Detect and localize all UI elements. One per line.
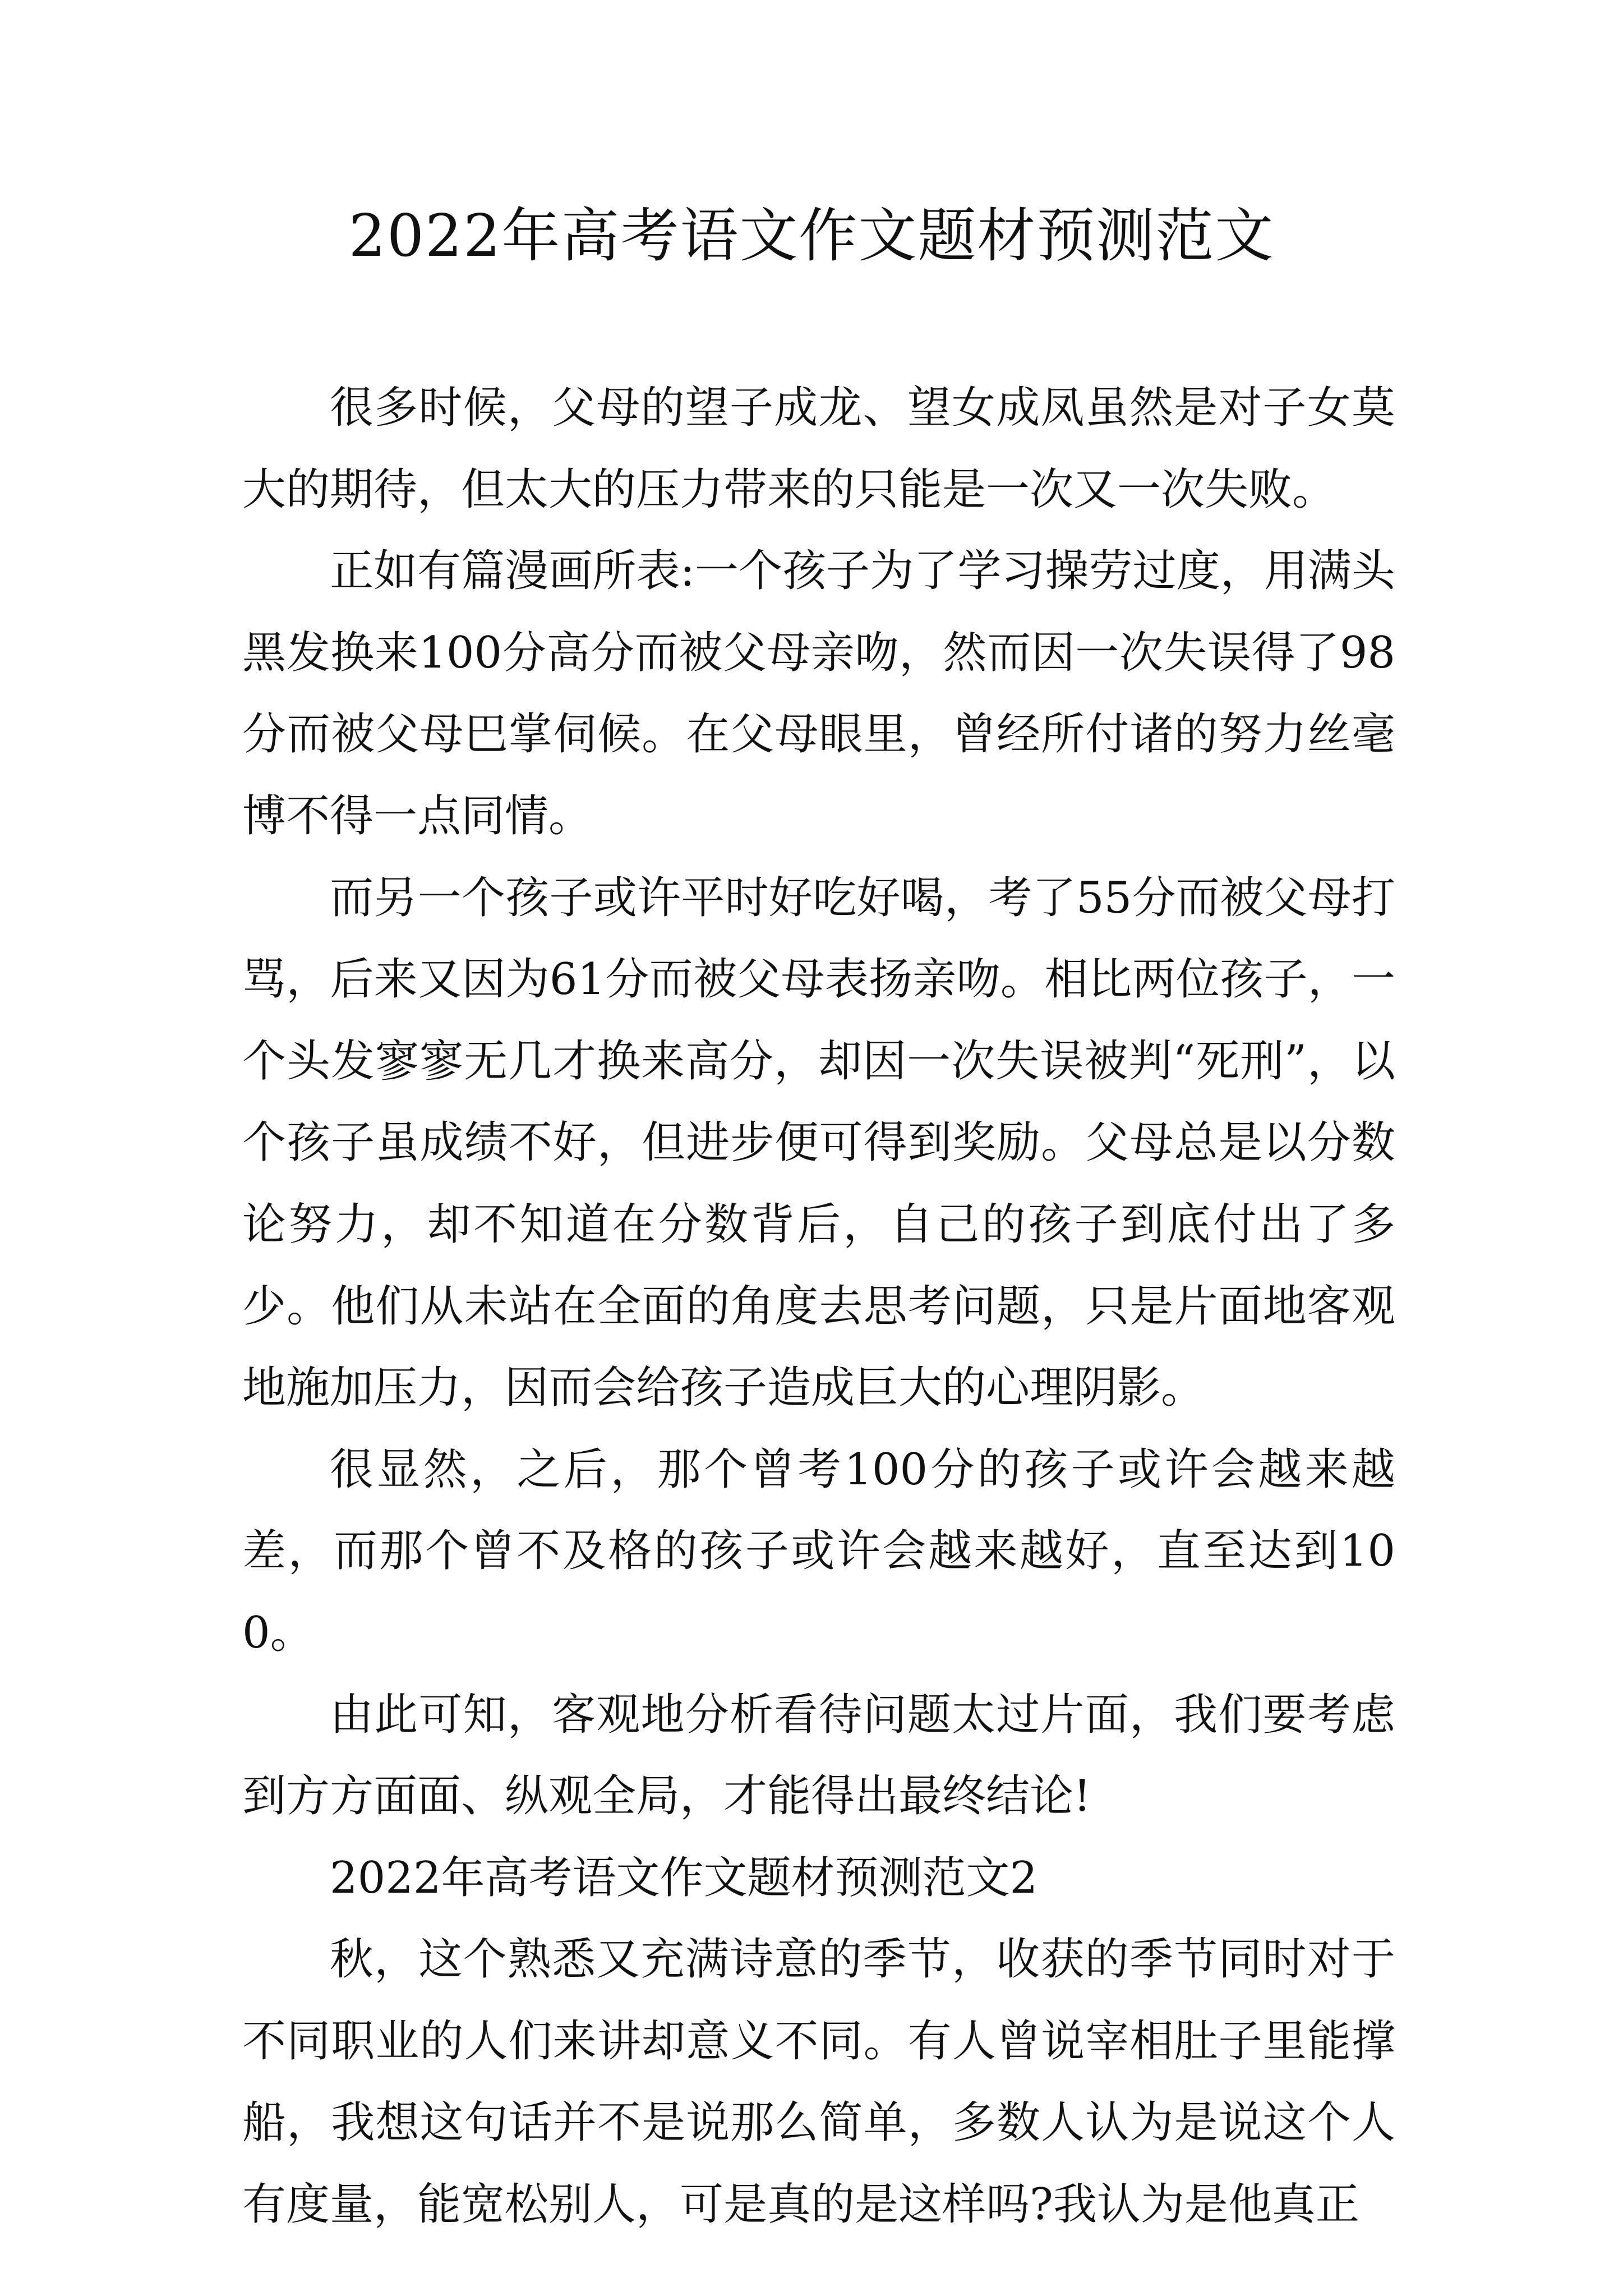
- paragraph-6: 秋，这个熟悉又充满诗意的季节，收获的季节同时对于不同职业的人们来讲却意义不同。有人曾说宰相肚子里能撑船，我想这句话并不是说那么简单，多数人认为是说这个人有度量，能宽松别人，可是真的是这样吗?我认为是他真正: [242, 1934, 1395, 2230]
- paragraph-4: 很显然，之后，那个曾考100分的孩子或许会越来越差，而那个曾不及格的孩子或许会越来越好，直至达到100。: [242, 1444, 1395, 1658]
- paragraph-3: 而另一个孩子或许平时好吃好喝，考了55分而被父母打骂，后来又因为61分而被父母表扬亲吻。相比两位孩子，一个头发寥寥无几才换来高分，却因一次失误被判“死刑”，以个孩子虽成绩不好，但进步便可得到奖励。父母总是以分数论努力，却不知道在分数背后，自己的孩子到底付出了多少。他们从未站在全面的角度去思考问题，只是片面地客观地施加压力，因而会给孩子造成巨大的心理阴影。: [242, 872, 1395, 1414]
- paragraph-5: 由此可知，客观地分析看待问题太过片面，我们要考虑到方方面面、纵观全局，才能得出最终结论!: [242, 1689, 1395, 1822]
- section-heading-2: 2022年高考语文作文题材预测范文2: [330, 1852, 1038, 1903]
- paragraph-2: 正如有篇漫画所表:一个孩子为了学习操劳过度，用满头黑发换来100分高分而被父母亲吻，然而因一次失误得了98分而被父母巴掌伺候。在父母眼里，曾经所付诸的努力丝毫博不得一点同情。: [242, 546, 1395, 841]
- document-body: [242, 367, 1395, 2246]
- paragraph-1: 很多时候，父母的望子成龙、望女成凤虽然是对子女莫大的期待，但太大的压力带来的只能是一次又一次失败。: [242, 383, 1395, 515]
- document-title: 2022年高考语文作文题材预测范文: [348, 201, 1275, 270]
